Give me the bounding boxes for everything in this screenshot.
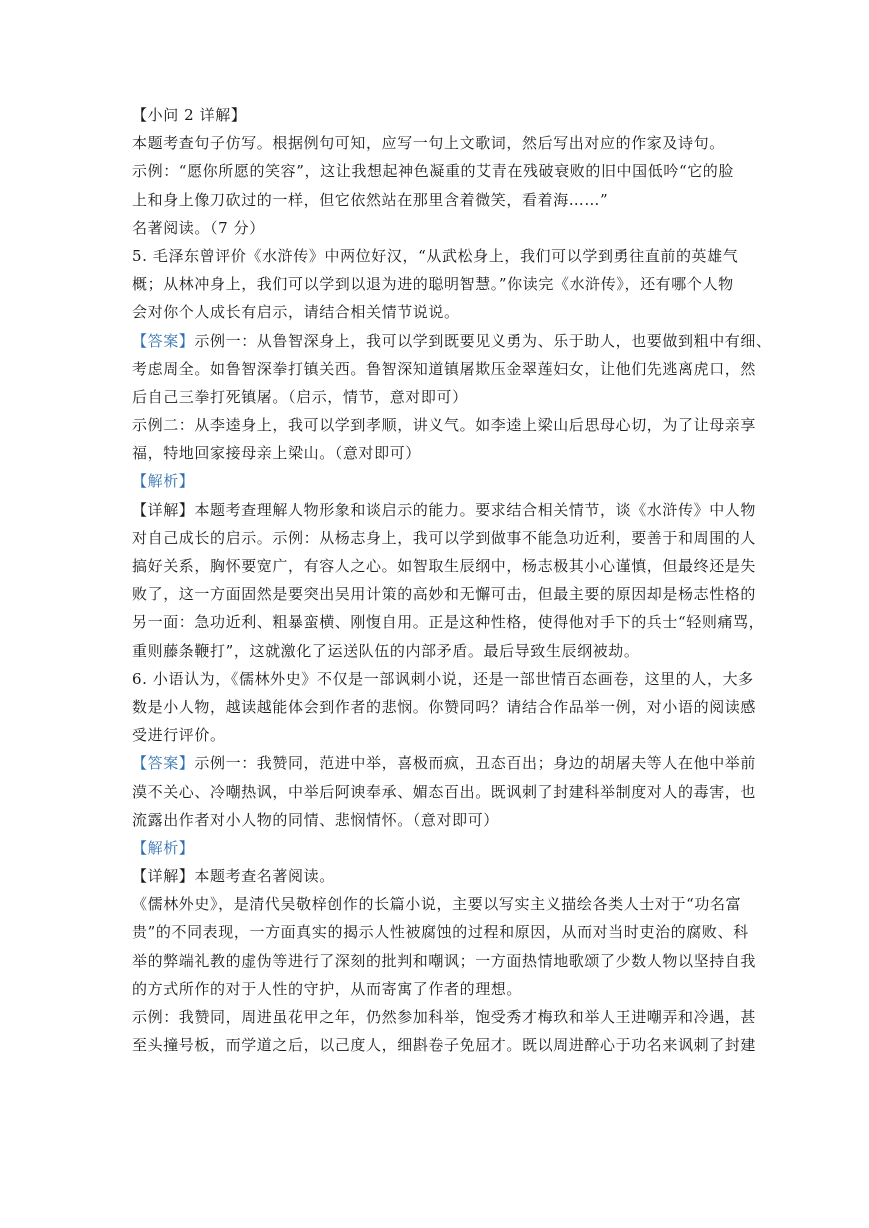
detail-line: 贵”的不同表现，一方面真实的揭示人性被腐蚀的过程和原因，从而对当时吏治的腐败、科 bbox=[132, 923, 749, 942]
detail-line: 《儒林外史》，是清代吴敬梓创作的长篇小说，主要以写实主义描绘各类人士对于“功名富 bbox=[132, 895, 742, 914]
example-line: 至头撞号板，而学道之后，以己度人，细斟卷子免屈才。既以周进醉心于功名来讽刺了封建 bbox=[132, 1036, 757, 1055]
question-6-line: 受进行评价。 bbox=[132, 726, 226, 745]
question-5-line: 5. 毛泽东曾评价《水浒传》中两位好汉，“从武松身上，我们可以学到勇往直前的英雄气 bbox=[132, 246, 739, 265]
answer-line: 考虑周全。如鲁智深拳打镇关西。鲁智深知道镇屠欺压金翠莲妇女，让他们先逃离虎口，然 bbox=[132, 359, 757, 378]
answer-line: 后自己三拳打死镇屠。（启示，情节，意对即可） bbox=[132, 387, 468, 406]
question-5-line: 会对你个人成长有启示，请结合相关情节说说。 bbox=[132, 303, 460, 322]
example-line: 示例：“愿你所愿的笑容”，这让我想起神色凝重的艾青在残破衰败的旧中国低吟“它的脸 bbox=[132, 162, 735, 181]
answer-tag: 【答案】 bbox=[132, 331, 195, 350]
section-heading: 【小问 2 详解】 bbox=[132, 106, 247, 124]
detail-line: 另一面：急功近利、粗暴蛮横、刚愎自用。正是这种性格，使得他对手下的兵士“轻则痛骂， bbox=[132, 613, 765, 632]
question-6-line: 数是小人物，越读越能体会到作者的悲悯。你赞同吗？请结合作品举一例，对小语的阅读感 bbox=[132, 697, 757, 716]
answer-line: 福，特地回家接母亲上梁山。（意对即可） bbox=[132, 444, 421, 463]
detail-line: 【详解】本题考查理解人物形象和谈启示的能力。要求结合相关情节，谈《水浒传》中人物 bbox=[132, 500, 757, 519]
question-5-line: 概；从林冲身上，我们可以学到以退为进的聪明智慧。”你读完《水浒传》，还有哪个人物 bbox=[132, 275, 734, 294]
detail-line: 【详解】本题考查名著阅读。 bbox=[132, 867, 335, 886]
detail-line: 搞好关系，胸怀要宽广，有容人之心。如智取生辰纲中，杨志极其小心谨慎，但最终还是失 bbox=[132, 557, 757, 575]
answer-line: 漠不关心、冷嘲热讽，中举后阿谀奉承、媚态百出。既讽刺了封建科举制度对人的毒害，也 bbox=[132, 782, 757, 801]
q5-answer-line bbox=[132, 327, 772, 355]
analysis-tag: 【解析】 bbox=[132, 472, 195, 491]
analysis-tag: 【解析】 bbox=[132, 838, 195, 857]
detail-line: 举的弊端礼教的虚伪等进行了深刻的批判和嘲讽；一方面热情地歌颂了少数人物以坚持自我 bbox=[132, 951, 757, 970]
detail-line: 重则藤条鞭打”，这就激化了运送队伍的内部矛盾。最后导致生辰纲被劫。 bbox=[132, 641, 640, 660]
section-explanation: 本题考查句子仿写。根据例句可知，应写一句上文歌词，然后写出对应的作家及诗句。 bbox=[132, 134, 725, 153]
detail-line: 的方式所作的对于人性的守护，从而寄寓了作者的理想。 bbox=[132, 979, 523, 998]
detail-line: 败了，这一方面固然是要突出吴用计策的高妙和无懈可击，但最主要的原因却是杨志性格的 bbox=[132, 585, 757, 604]
document-page bbox=[132, 101, 772, 1059]
answer-tag: 【答案】 bbox=[132, 754, 195, 773]
answer-text: 示例一：从鲁智深身上，我可以学到既要见义勇为、乐于助人，也要做到粗中有细、 bbox=[194, 331, 772, 350]
detail-line: 对自己成长的启示。示例：从杨志身上，我可以学到做事不能急功近利，要善于和周围的人 bbox=[132, 528, 757, 547]
example-line: 示例：我赞同，周进虽花甲之年，仍然参加科举，饱受秀才梅玖和举人王进嘲弄和冷遇，甚 bbox=[132, 1008, 757, 1026]
example-line: 上和身上像刀砍过的一样，但它依然站在那里含着微笑，看着海……” bbox=[132, 190, 609, 209]
answer-text: 示例一：我赞同，范进中举，喜极而疯，丑态百出；身边的胡屠夫等人在他中举前 bbox=[194, 754, 757, 773]
reading-title: 名著阅读。（7 分） bbox=[132, 218, 265, 237]
q6-answer-line bbox=[132, 749, 757, 777]
answer-line: 流露出作者对小人物的同情、悲悯情怀。（意对即可） bbox=[132, 810, 499, 829]
question-6-line: 6. 小语认为，《儒林外史》不仅是一部讽刺小说，还是一部世情百态画卷，这里的人，大多 bbox=[132, 669, 754, 688]
answer-line: 示例二：从李逵身上，我可以学到孝顺，讲义气。如李逵上梁山后思母心切，为了让母亲享 bbox=[132, 416, 757, 435]
